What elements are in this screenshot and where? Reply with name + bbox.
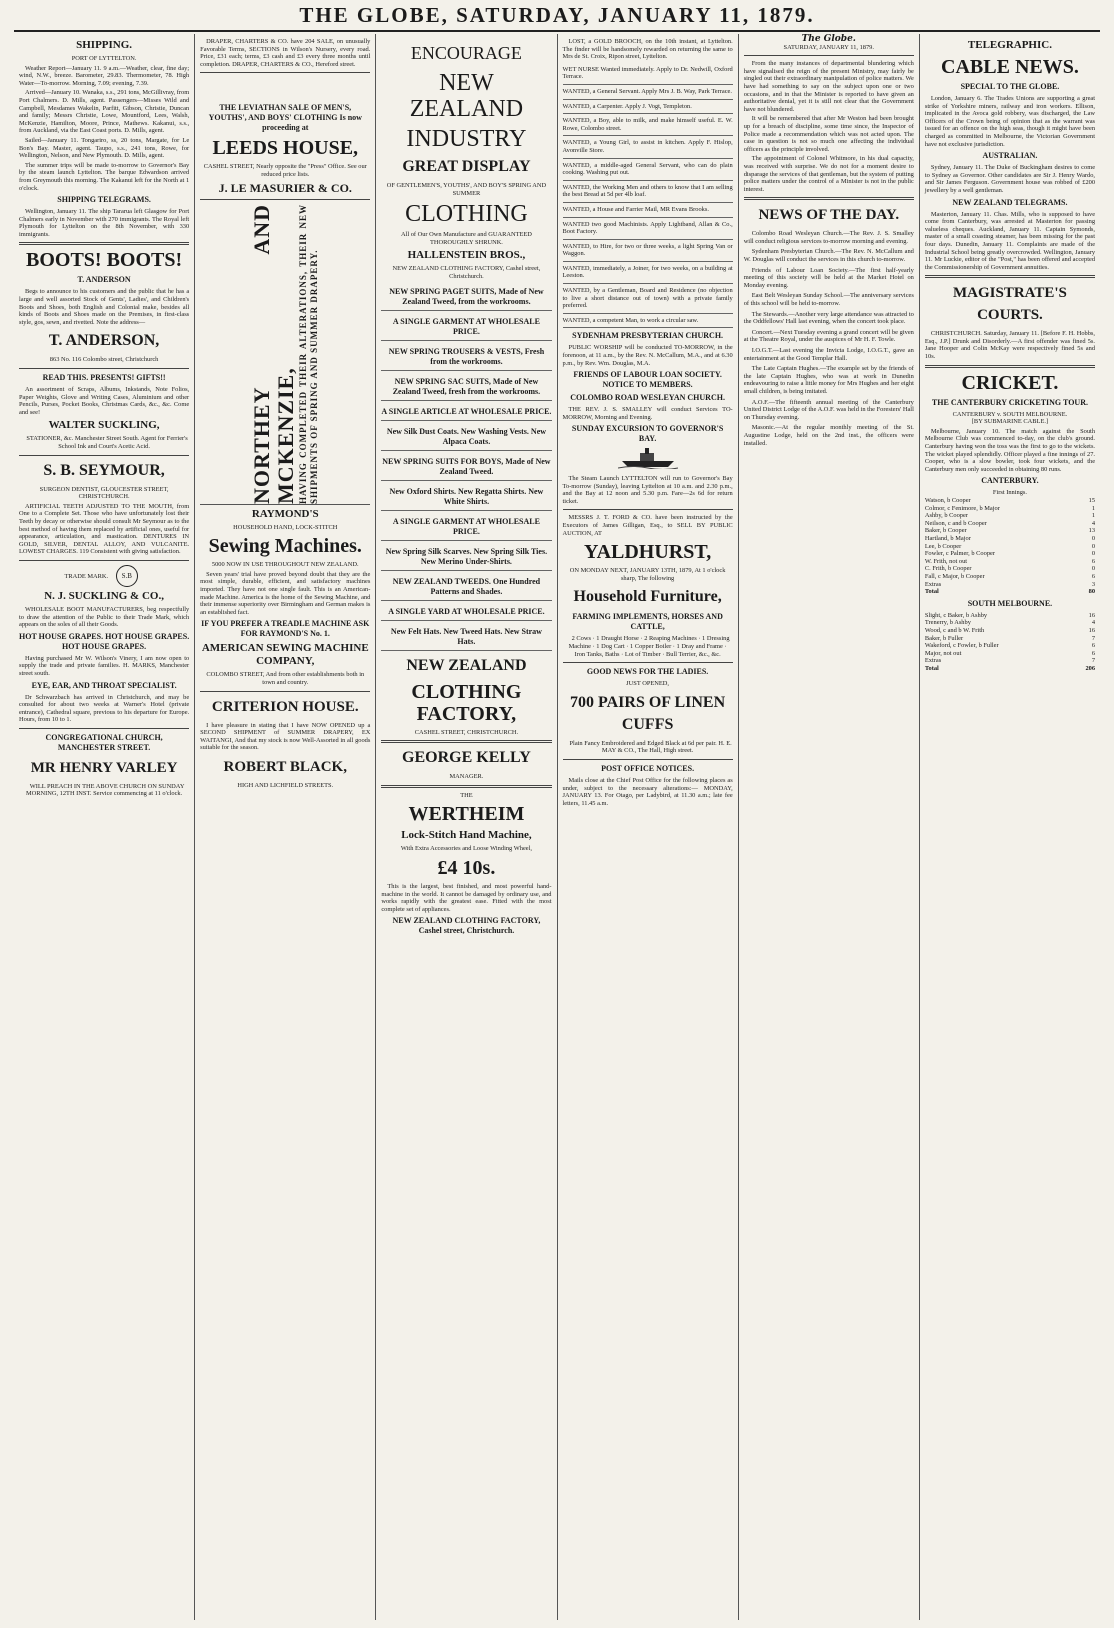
clothing-item: NEW SPRING SUITS FOR BOYS, Made of New Zealand Tweed. <box>381 454 551 481</box>
cable-news: CABLE NEWS. <box>941 56 1079 78</box>
innings-label: First Innings. <box>992 489 1027 497</box>
seymour-sub: SURGEON DENTIST, GLOUCESTER STREET, CHRISTCHURCH. <box>39 485 169 501</box>
boots-name-2: T. ANDERSON, <box>48 332 160 350</box>
column-1 <box>14 34 195 1620</box>
lockstitch: Lock-Stitch Hand Machine, <box>401 829 532 842</box>
clothing-item: NEW SPRING TROUSERS & VESTS, Fresh from the workrooms. <box>381 344 551 371</box>
yaldhurst: YALDHURST, <box>583 541 712 564</box>
score-row <box>925 581 1095 589</box>
batsman: Trenerry, b Ashby <box>924 619 971 627</box>
clothing-item: A SINGLE ARTICLE AT WHOLESALE PRICE. <box>381 404 551 421</box>
farming-implements: FARMING IMPLEMENTS, HORSES AND CATTLE, <box>572 612 723 632</box>
batsman: C. Frith, b Cooper <box>924 565 972 573</box>
batsman: Lee, b Cooper <box>924 542 962 550</box>
trade-mark-row <box>19 565 189 587</box>
news-item: Masonic.—At the regular monthly meeting of the St. Augustine Lodge, held on the 2nd inst., the officers were installed. <box>743 424 914 447</box>
suckling-body: STATIONER, &c. Manchester Street South. Agent for Ferrier's School Ink and Court's Acetic Acid. <box>26 435 188 450</box>
runs: 6 <box>1091 649 1096 657</box>
news-item: East Belt Wesleyan Sunday School.—The anniversary services of this school will be held to-morrow. <box>743 292 914 308</box>
weather-report: Weather Report—January 11. 9 a.m.—Weather, clear, fine day; wind, N.W., breeze. Barometer, 29.83. Thermometer, 78. High Water—To-morrow. Morning, 7.09; evening, 7.39. <box>19 64 190 87</box>
magistrates-body: CHRISTCHURCH. Saturday, January 11. [Before F. H. Hobbs, Esq., J.P.] Drunk and Disorderly.—A first offender was fined 5s. Jane Hooper and Colin McKay were respectively fined 5s and 10s. <box>924 330 1096 361</box>
batsman: Watson, b Cooper <box>924 497 971 504</box>
shipping-telegrams-title: SHIPPING TELEGRAMS. <box>57 195 151 205</box>
news-item: Sydenham Presbyterian Church.—The Rev. N. McCallum and W. Douglas will conduct the services in this church to-morrow. <box>743 248 914 264</box>
runs: 16 <box>1088 611 1096 619</box>
steamer-icon <box>563 447 733 472</box>
draper-ad: DRAPER, CHARTERS & CO. have 204 SALE, on unusually Favorable Terms, SECTIONS in Wilson's Nursery, every road. Price, £31 each; terms, £3 cash and £3 every three months until completion. DRAPER, CHARTERS & CO., Hereford street. <box>200 38 371 68</box>
runs: 0 <box>1091 534 1096 542</box>
shipping-telegrams: Wellington, January 11. The ship Tararua left Glasgow for Port Chalmers early in November with 270 immigrants. The Royal left Plymouth for Lyttelton on the 8th November, with 330 immigrants. <box>19 208 190 238</box>
sailed-list: Sailed—January 11. Tongariro, ss, 20 tons, Margate, for Le Bon's Bay. Master, agent. Taupo, s.s., 241 tons, Rowe, for Wellington, Nelson, and New Plymouth. D. Mills, agent. <box>19 136 190 160</box>
news-item: A.O.F.—The fifteenth annual meeting of the Canterbury United District Lodge of the A.O.F. was held in the Foresters' Hall on Thursday evening. <box>743 398 914 421</box>
clothing-sub: All of Our Own Manufacture and GUARANTEED THOROUGHLY SHRUNK. <box>400 231 532 246</box>
eye-body: Dr Schwarzbach has arrived in Christchurch, and may be consulted for about two weeks at Warner's Hotel (private entrance), Cathedral square, previous to his departure for Europe. Hours, from 10 to 1. <box>19 693 190 724</box>
american-address: COLOMBO STREET, And from other establishments both in town and country. <box>206 671 365 686</box>
wanted-ad: WET NURSE Wanted immediately. Apply to Dr. Nedwill, Oxford Terrace. <box>563 63 733 85</box>
score-row <box>925 635 1095 643</box>
encourage: ENCOURAGE <box>410 43 522 63</box>
score-row <box>925 627 1095 635</box>
clothing-item: A SINGLE YARD AT WHOLESALE PRICE. <box>381 604 551 621</box>
arrived-list: Arrived—January 10. Wanaka, s.s., 291 tons, McGillivray, from Port Chalmers. D. Mills, agent. Passengers—Misses Wild and Campbell, Mesdames Wakelin, Parfitt, Gibson, Christie, Duncan and family; Messrs Christie, Lowe, Mountford, Lees, Walsh, McKenzie, Hamilton, Moore, Prince, Mathews. Kakanui, s.s., from Auckland, via the East Coast ports. D. Mills, agent. <box>19 89 190 135</box>
boots-body: Begs to announce to his customers and the public that he has a large and well assorted Stock of Gents', Ladies', and Children's Boots and Shoes, both English and Colonial make, besides all kinds of Boots and Shoes made on the Premises, in first-class style, gos, sewn, and rivetted. Note the address— <box>19 288 190 326</box>
batsman: Extras <box>924 657 942 665</box>
nz-2: NEW ZEALAND <box>406 656 527 674</box>
cricket-title: CRICKET. <box>961 371 1059 394</box>
sewing-use: 5000 NOW IN USE THROUGHOUT NEW ZEALAND. <box>211 561 359 569</box>
column-3 <box>376 34 557 1620</box>
news-of-the-day: NEWS OF THE DAY. <box>758 207 900 224</box>
telegraphic: TELEGRAPHIC. <box>967 39 1052 51</box>
nz-telegrams-body: Masterton, January 11. Chas. Mills, who is supposed to have come from Canterbury, was arrested at Masterton for passing valueless cheques. Auckland, January 11. Captain Symonds, master of a small coasting steamer, has been missing for the past four days. Dunedin, January 11. Complaints are made of the Industrial School being greatly overcrowded. Wellington, January 11. Mr Luckie, editor of the "Post," has been offered and accepted the Commissionership of Government annuities. <box>924 210 1096 271</box>
criterion-body: I have pleasure in stating that I have NOW OPENED up a SECOND SHIPMENT of SUMMER DRAPERY, EX WAITANGI, And that my stock is now Well-Assorted in all goods suitable for the season. <box>200 721 371 752</box>
seymour-body: ARTIFICIAL TEETH ADJUSTED TO THE MOUTH, from One to a Complete Set. Those who have unfortunately lost their Teeth by decay or otherwise should consult Mr Seymour as to the best method of having them replaced by artificial ones, useful for appearance, articulation, and mastication. DENTURES IN GOLD, SILVER, DENTAL ALLOY, AND VULCANITE. LOWEST CHARGES. 119 Consistent with giving satisfaction. <box>19 502 190 556</box>
leviathan-sale: THE LEVIATHAN SALE OF MEN'S, YOUTHS', AND BOYS' CLOTHING Is now proceeding at <box>208 103 362 133</box>
cashel-street: CASHEL STREET, Nearly opposite the "Press" Office. See our reduced price lists. <box>203 163 367 178</box>
sewing-body: Seven years' trial have proved beyond doubt that they are the most simple, durable, efficient, and satisfactory machines imported. They have not one single fault. This is an American-made Machine. America is the home of the Sewing Machine, and their immense superiority over Birmingham and German makes is an established fact. <box>200 570 371 616</box>
sydenham-title: SYDENHAM PRESBYTERIAN CHURCH. <box>572 331 724 341</box>
raymonds-sub: HOUSEHOLD HAND, LOCK-STITCH <box>233 523 338 531</box>
clothing-item: New Felt Hats. New Tweed Hats. New Straw Hats. <box>381 624 551 651</box>
canterbury-scorecard <box>925 497 1095 596</box>
globe-title: The Globe. <box>801 34 856 44</box>
clothing-item: A SINGLE GARMENT AT WHOLESALE PRICE. <box>381 514 551 541</box>
runs: 80 <box>1088 588 1096 596</box>
score-row <box>925 612 1095 620</box>
auction-date: ON MONDAY NEXT, JANUARY 13TH, 1879, At 1 o'clock sharp, The following <box>569 567 726 582</box>
grapes-body: Having purchased Mr W. Wilson's Vinery, I am now open to supply the trade and private families. H. MARKS, Manchester street south. <box>19 654 190 677</box>
runs: 16 <box>1088 626 1096 634</box>
wanted-ad: WANTED, a competent Man, to work a circular saw. <box>563 314 733 329</box>
score-row <box>925 565 1095 573</box>
grapes-title: HOT HOUSE GRAPES. HOT HOUSE GRAPES. HOT HOUSE GRAPES. <box>19 631 190 651</box>
score-row <box>925 550 1095 558</box>
score-row <box>925 520 1095 528</box>
boots-name: T. ANDERSON <box>77 275 131 285</box>
runs: 0 <box>1091 565 1096 573</box>
editorial-date: SATURDAY, JANUARY 11, 1879. <box>783 43 874 51</box>
port-title: PORT OF LYTTELTON. <box>71 55 137 62</box>
batsman: Fall, c Major, b Cooper <box>924 572 985 580</box>
runs: 1 <box>1091 512 1096 520</box>
score-row <box>925 573 1095 581</box>
batsman: Ashby, b Cooper <box>924 512 968 520</box>
trade-mark-logo: S.B <box>116 565 138 587</box>
factory-cashel: CASHEL STREET, CHRISTCHURCH. <box>414 728 519 736</box>
south-melbourne-scorecard <box>925 612 1095 673</box>
suckling-co-name: N. J. SUCKLING & CO., <box>44 589 164 602</box>
batsman: Total <box>924 664 939 672</box>
northey-sub: HAVING COMPLETED THEIR ALTERATIONS, THEIR NEW SHIPMENTS OF SPRING AND SUMMER DRAPERY. <box>298 203 320 504</box>
george-kelly: GEORGE KELLY <box>402 749 531 767</box>
australian-body: Sydney, January 11. The Duke of Buckingham desires to come to Sydney as Governor. Other candidates are Sir J. Henry Wardo, and Sir James Ferguson. Government house was robbed of £200 jewellery by a well gentleman. <box>924 164 1096 194</box>
factory-address: NEW ZEALAND CLOTHING FACTORY, Cashel street, Christchurch. <box>392 265 541 280</box>
wanted-ad: WANTED, a Carpenter. Apply J. Vogt, Templeton. <box>563 100 733 115</box>
eye-title: EYE, EAR, AND THROAT SPECIALIST. <box>31 680 177 690</box>
church-preacher: MR HENRY VARLEY <box>30 759 178 776</box>
canterbury-title: CANTERBURY. <box>981 476 1039 486</box>
american-company: AMERICAN SEWING MACHINE COMPANY, <box>201 642 369 668</box>
runs: 0 <box>1091 542 1096 550</box>
trade-mark-label: TRADE MARK. <box>64 572 109 580</box>
clothing-item: New Oxford Shirts. New Regatta Shirts. New White Shirts. <box>381 484 551 511</box>
shipping-title: SHIPPING. <box>76 39 133 51</box>
score-row <box>925 657 1095 665</box>
runs: 3 <box>1091 580 1096 588</box>
score-total-row <box>925 588 1095 596</box>
batsman: Extras <box>924 580 942 588</box>
new-zealand: NEW ZEALAND <box>409 70 524 122</box>
clothing-item: New Spring Silk Scarves. New Spring Silk Ties. New Merino Under-Shirts. <box>381 544 551 571</box>
wanted-ads <box>563 63 733 329</box>
batsman: Major, not out <box>924 649 962 657</box>
extras: With Extra Accessories and Loose Winding Wheel, <box>400 845 532 853</box>
batsman: Slight, c Baker, b Ashby <box>924 611 988 619</box>
special-to-globe: SPECIAL TO THE GLOBE. <box>960 82 1060 91</box>
news-item: Friends of Labour Loan Society.—The first half-yearly meeting of this society will be held at the Market Hotel on Monday evening. <box>743 266 914 289</box>
wanted-ad: WANTED, a Boy, able to milk, and make himself useful. E. W. Rowe, Colombo street. <box>563 114 733 136</box>
editorial <box>744 60 914 193</box>
linen-cuffs: 700 PAIRS OF LINEN CUFFS <box>570 693 726 733</box>
cuffs-body: Plain Fancy Embroidered and Edged Black at 6d per pair. H. E. MAY & CO., The Hall, High street. <box>569 739 732 755</box>
magistrates-courts: MAGISTRATE'S COURTS. <box>952 285 1067 324</box>
church-body: WILL PREACH IN THE ABOVE CHURCH ON SUNDAY MORNING, 12TH INST. Service commencing at 11 o'clock. <box>25 782 185 798</box>
excursion-body: The Steam Launch LYTTELTON will run to Governor's Bay To-morrow (Sunday), leaving Lyttelton at 10 a.m. and 2.30 p.m., and the Bay at 12 noon and 5.30 p.m. Fare—2s 6d for return ticket. <box>562 475 733 505</box>
runs: 7 <box>1091 634 1096 642</box>
clothing-item: New Silk Dust Coats. New Washing Vests. New Alpaca Coats. <box>381 424 551 451</box>
church-title: CONGREGATIONAL CHURCH, MANCHESTER STREET. <box>45 732 163 752</box>
raymonds-title: RAYMOND'S <box>251 507 319 520</box>
northey-name: NORTHEY AND MCKENZIE, <box>249 203 299 504</box>
south-melbourne-title: SOUTH MELBOURNE. <box>967 598 1053 608</box>
runs: 1 <box>1091 504 1096 512</box>
wanted-ad: WANTED, the Working Men and others to know that I am selling the best Bread at 5d per 4lb loaf. <box>563 181 733 203</box>
score-row <box>925 543 1095 551</box>
runs: 4 <box>1091 619 1096 627</box>
batsman: Neilson, c and b Cooper <box>924 519 987 527</box>
wertheim-the: THE <box>460 791 473 799</box>
wesleyan-body: THE REV. J. S. SMALLEY will conduct Services TO-MORROW, Morning and Evening. <box>562 406 733 421</box>
score-row <box>925 558 1095 566</box>
score-row <box>925 650 1095 658</box>
batsman: Baker, b Fuller <box>924 634 964 642</box>
runs: 4 <box>1091 519 1096 527</box>
great-display: GREAT DISPLAY <box>402 158 531 175</box>
industry: INDUSTRY <box>406 126 527 152</box>
news-item: Concert.—Next Tuesday evening a grand concert will be given at the Theatre Royal, under the auspices of Mr H. F. Towle. <box>743 328 914 344</box>
sydenham-body: PUBLIC WORSHIP will be conducted TO-MORROW, in the forenoon, at 11 a.m., by the Rev. N. McCallum, M.A., and at 6.30 p.m., by Rev. Wm. Douglas, M.A. <box>562 344 733 367</box>
clothing: CLOTHING <box>405 201 528 228</box>
score-row <box>925 505 1095 513</box>
criterion-title: CRITERION HOUSE. <box>211 698 359 715</box>
clothing-item: A SINGLE GARMENT AT WHOLESALE PRICE. <box>381 314 551 341</box>
le-masurier: J. LE MASURIER & CO. <box>218 180 352 195</box>
runs: 6 <box>1091 557 1096 565</box>
sewing-ask: IF YOU PREFER A TREADLE MACHINE ASK FOR RAYMOND'S No. 1. <box>201 619 370 639</box>
wanted-ad: WANTED, to Hire, for two or three weeks, a light Spring Van or Waggon. <box>563 240 733 262</box>
runs: 0 <box>1091 550 1096 558</box>
runs: 206 <box>1085 664 1096 672</box>
australian-title: AUSTRALIAN. <box>982 151 1038 161</box>
runs: 13 <box>1088 527 1096 535</box>
post-office-title: POST OFFICE NOTICES. <box>601 763 695 773</box>
score-row <box>925 535 1095 543</box>
batsman: Colmor, c Fenimore, b Major <box>924 504 1000 512</box>
clothing-item: NEW ZEALAND TWEEDS. One Hundred Patterns and Shades. <box>381 574 551 601</box>
editorial-paragraph: The appointment of Colonel Whitmore, in his dual capacity, was received with surprise. We do not for a moment desire to disparage the services of that gentleman, but the system of putting police matters under the control of a Minister is not in the public interest. <box>743 155 914 193</box>
wanted-ad: WANTED, a middle-aged General Servant, who can do plain cooking. Washing put out. <box>563 159 733 181</box>
seymour-name: S. B. SEYMOUR, <box>43 461 165 479</box>
score-row <box>925 642 1095 650</box>
score-total-row <box>925 665 1095 673</box>
wertheim: WERTHEIM <box>408 803 525 826</box>
excursion-title: SUNDAY EXCURSION TO GOVERNOR'S BAY. <box>571 424 724 444</box>
wanted-ad: WANTED, a Young Girl, to assist in kitchen. Apply F. Hislop, Avonville Store. <box>563 136 733 158</box>
news-item: The Stewards.—Another very large attendance was attracted to the Oddfellows' Hall last evening, when the concert took place. <box>743 310 914 326</box>
wanted-ad: WANTED, a General Servant. Apply Mrs J. B. Way, Park Terrace. <box>563 85 733 100</box>
post-office-body: Mails close at the Chief Post Office for the following places as under, subject to the necessary alterations:— MONDAY, JANUARY 13. For Otago, per Ladybird, at 11.30 a.m.; late fee letters, 11.45 a.m. <box>562 776 733 807</box>
column-4 <box>558 34 739 1620</box>
wanted-ad: WANTED two good Machinists. Apply Lightband, Allan & Co., Boot Factory. <box>563 218 733 240</box>
runs: 15 <box>1088 497 1096 504</box>
cricket-cable: [BY SUBMARINE CABLE.] <box>971 418 1049 426</box>
cricket-match: CANTERBURY v. SOUTH MELBOURNE. <box>952 410 1068 418</box>
ford-auction: MESSRS J. T. FORD & CO. have been instructed by the Executors of James Gilligan, Esq., to SELL BY PUBLIC AUCTION, AT <box>562 514 733 537</box>
cricket-body: Melbourne, January 10. The match against the South Melbourne Club was commenced to-day, on the club's ground. Canterbury having won the toss was the first to go to the wickets. The wicket played splendidly. Officer played a fine innings of 27. Cooper, who is a slow bowler, took four wickets, and the Canterbury men only succeeded in obtaining 80 runs. <box>924 427 1096 473</box>
auction-lots: 2 Cows · 1 Draught Horse · 2 Reaping Machines · 1 Dressing Machine · 1 Dog Cart · 1 Copper Boiler · 1 Dray and Frame · Iron Tanks, Baths · Lot of Timber · Bull Terrier, &c., &c. <box>568 635 730 658</box>
news-item: The Late Captain Hughes.—The example set by the friends of the late Captain Hughes, who was at work in Dunedin endeavouring to raise a little money for Mrs Hughes and her eight small children, is being imitated. <box>743 365 914 395</box>
score-row <box>925 527 1095 535</box>
black-address: HIGH AND LICHFIELD STREETS. <box>237 781 334 789</box>
price: £4 10s. <box>437 856 496 879</box>
wanted-ad: WANTED, a House and Farrier Mail, MR Evans Brooks. <box>563 203 733 218</box>
nz-telegrams-title: NEW ZEALAND TELEGRAMS. <box>952 197 1068 207</box>
boots-address: 863 No. 116 Colombo street, Christchurch <box>49 356 159 364</box>
news-items <box>744 230 914 447</box>
cricket-tour: THE CANTERBURY CRICKETING TOUR. <box>931 397 1088 407</box>
column-5 <box>739 34 920 1620</box>
batsman: Hartland, b Major <box>924 534 971 542</box>
news-item: Colombo Road Wesleyan Church.—The Rev. J. S. Smalley will conduct religious services to-morrow morning and evening. <box>743 230 914 245</box>
sewing-machines: Sewing Machines. <box>208 535 362 558</box>
cable-body: London, January 6. The Trades Unions are supporting a great strike of Yorkshire miners, railway and iron workers. Ellison, implicated in the Avoca gold robbery, was discharged, the Law Officers of the Crown being of opinion that as the warrant was issued for an offence on the high seas, though it might have been charged as committed in Melbourne, the Victorian Government have not exclusive jurisdiction. <box>924 95 1096 148</box>
batsman: Baker, b Cooper <box>924 527 967 535</box>
wesleyan-title: COLOMBO ROAD WESLEYAN CHURCH. <box>570 393 725 403</box>
masthead: THE GLOBE, SATURDAY, JANUARY 11, 1879. <box>14 0 1100 32</box>
news-item: I.O.G.T.—Last evening the Invicta Lodge, I.O.G.T., gave an entertainment at the Good Templar Hall. <box>743 347 914 362</box>
northey-vertical-ad <box>200 204 370 505</box>
wanted-ad: WANTED, by a Gentleman, Board and Residence (no objection to live a short distance out of town) with a private family preferred. <box>563 284 733 314</box>
household-furniture: Household Furniture, <box>573 588 722 606</box>
runs: 7 <box>1091 657 1096 665</box>
score-row <box>925 497 1095 505</box>
presents-title: READ THIS. PRESENTS! GIFTS!! <box>42 373 166 383</box>
display-sub: OF GENTLEMEN'S, YOUTHS', AND BOY'S SPRING AND SUMMER <box>386 182 547 197</box>
boots-title: BOOTS! BOOTS! <box>26 249 183 272</box>
batsman: Total <box>924 588 939 596</box>
clothing-items <box>381 284 551 651</box>
column-2 <box>195 34 376 1620</box>
score-row <box>925 512 1095 520</box>
clothing-item: NEW SPRING SAC SUITS, Made of New Zealand Tweed, fresh from the workrooms. <box>381 374 551 401</box>
suckling-co-body: WHOLESALE BOOT MANUFACTURERS, beg respectfully to draw the attention of the Public to their Trade Mark, which appears on the soles of all their Goods. <box>19 605 190 629</box>
robert-black: ROBERT BLACK, <box>223 758 347 775</box>
wanted-ad: WANTED, immediately, a Joiner, for two weeks, on a building at Leeston. <box>563 262 733 284</box>
clothing-factory-big: CLOTHING FACTORY, <box>411 680 522 725</box>
runs: 6 <box>1091 572 1096 580</box>
just-opened: JUST OPENED, <box>626 680 670 688</box>
batsman: Fowler, c Palmer, b Cooper <box>924 550 995 558</box>
batsman: Wakeford, c Fowler, b Fuller <box>924 642 999 650</box>
manager: MANAGER. <box>449 773 484 781</box>
column-6 <box>920 34 1100 1620</box>
runs: 6 <box>1091 642 1096 650</box>
clothing-item: NEW SPRING PAGET SUITS, Made of New Zealand Tweed, from the workrooms. <box>381 284 551 311</box>
hallenstein: HALLENSTEIN BROS., <box>407 249 526 262</box>
shipping-notes: The summer trips will be made to-morrow to Governor's Bay by the steam launch Lyttelton. The barque Edwardson arrived from Greymouth this morning. The Kakanui left for the North at 1 o'clock. <box>19 161 190 192</box>
lost-ad: LOST, a GOLD BROOCH, on the 10th instant, at Lyttelton. The finder will be handsomely rewarded on returning the same to Mrs de St. Croix, Ripon street, Lyttelton. <box>562 38 733 61</box>
presents-body: An assortment of Scraps, Albums, Inkstands, Note Folios, Paper Weights, Glove and Writing Cases, Aluminium and other Pencils, Purses, Pocket Books, Christmas Cards, &c., &c. Come and see! <box>19 386 190 416</box>
leeds-house: LEEDS HOUSE, <box>212 137 359 160</box>
editorial-paragraph: From the many instances of departmental blundering which have signalised the reign of the present Ministry, may fairly be singled out their extraordinary manipulation of police matters. We have had something to say on the subject upon one or two occasions, and in that the Minister is reported to have given an authoritative denial, yet it is still not clear that the Government have not blundered. <box>743 60 914 113</box>
suckling-name: WALTER SUCKLING, <box>48 419 160 432</box>
newspaper-columns <box>14 34 1100 1620</box>
batsman: W. Frith, not out <box>924 557 968 565</box>
batsman: Wood, c and b W. Frith <box>924 626 985 634</box>
labour-title: FRIENDS OF LABOUR LOAN SOCIETY. NOTICE TO MEMBERS. <box>573 370 722 390</box>
editorial-paragraph: It will be remembered that after Mr Weston had been brought up for a breach of discipline, some time since, the Inspector of Police made a recommendation which was not acted upon. The case in question is not so much one affecting the individual officers as the principle involved. <box>743 115 914 153</box>
wertheim-body: This is the largest, best finished, and most powerful hand-machine in the world. It cannot be damaged by ordinary use, and works rapidly with the greatest ease. Fitted with the most complete set of appliances. <box>381 882 552 913</box>
good-news: GOOD NEWS FOR THE LADIES. <box>586 667 709 677</box>
nz-factory: NEW ZEALAND CLOTHING FACTORY, Cashel street, Christchurch. <box>392 916 541 936</box>
score-row <box>925 619 1095 627</box>
